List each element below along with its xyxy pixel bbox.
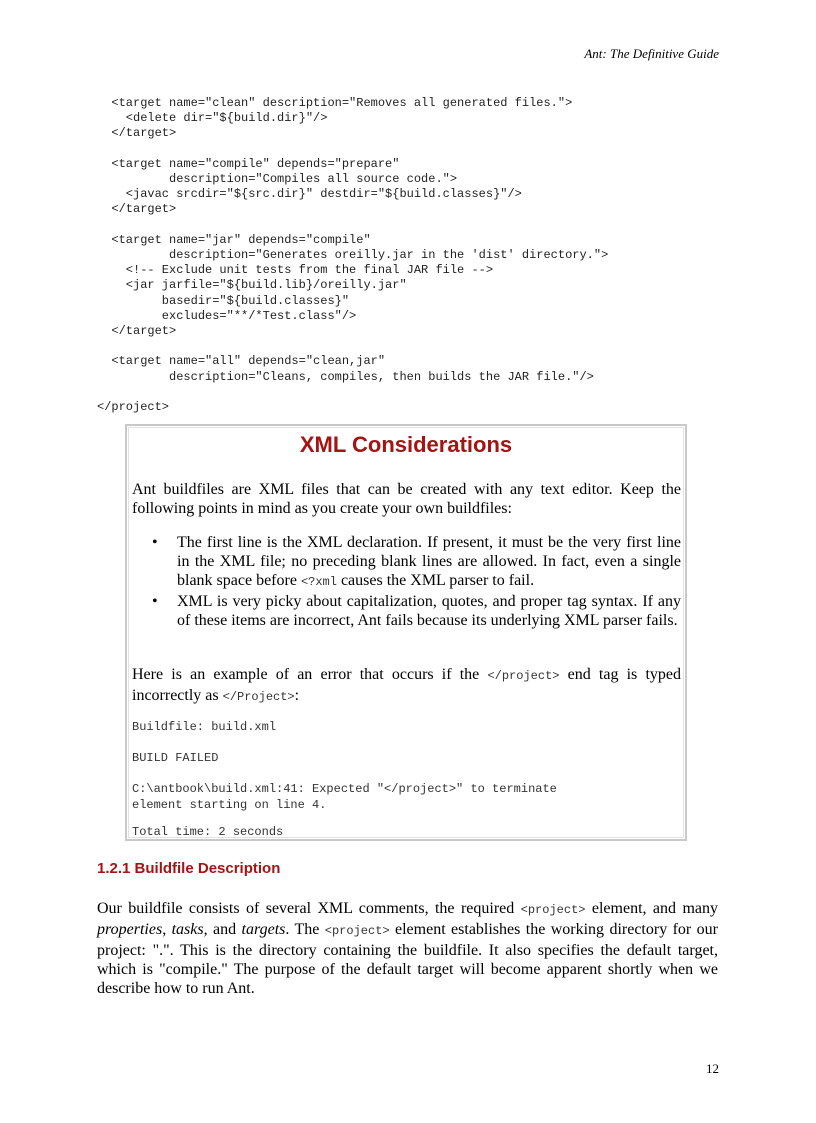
inline-code: <project> [520, 903, 586, 917]
list-item [152, 592, 681, 630]
inline-code: <project> [324, 924, 390, 938]
code-line: <target name="all" depends="clean,jar" [97, 354, 386, 369]
page-number: 12 [706, 1061, 719, 1076]
code-line: <!-- Exclude unit tests from the final JAR file --> [97, 263, 494, 278]
code-line: description="Compiles all source code."> [97, 172, 458, 187]
bullet-text: The first line is the XML declaration. If present, it must be the very first line in the XML file; no preceding blank lines are allowed. In fact, even a single blank space before [177, 534, 681, 589]
code-line: </project> [97, 400, 170, 415]
output-build-failed-line: BUILD FAILED [132, 751, 219, 765]
sidebar-bullet-list [152, 533, 681, 630]
code-line: <delete dir="${build.dir}"/> [97, 111, 328, 126]
code-line: description="Cleans, compiles, then builds the JAR file."/> [97, 369, 594, 384]
output-error-line: C:\antbook\build.xml:41: Expected "</project>" to terminate element starting on line 4. [132, 782, 557, 812]
list-item [152, 533, 681, 592]
code-line: <jar jarfile="${build.lib}/oreilly.jar" [97, 278, 407, 293]
bullet-icon: • [152, 593, 158, 610]
body-paragraph [97, 899, 718, 998]
output-total-time-line: Total time: 2 seconds [132, 825, 284, 839]
code-line: <target name="jar" depends="compile" [97, 232, 371, 247]
emphasis-tasks: tasks [171, 921, 204, 938]
sidebar-title: XML Considerations [299, 432, 513, 457]
emphasis-targets: targets [241, 921, 286, 938]
emphasis-properties: properties [97, 921, 163, 938]
code-line: </target> [97, 202, 177, 217]
sidebar-error-paragraph [132, 665, 681, 707]
code-line: excludes="**/*Test.class"/> [97, 308, 357, 323]
inline-code: </Project> [222, 690, 295, 704]
running-header: Ant: The Definitive Guide [584, 46, 719, 61]
code-line: </target> [97, 324, 177, 339]
code-line: description="Generates oreilly.jar in the 'dist' directory."> [97, 248, 609, 263]
text-run: , and [203, 921, 242, 938]
sidebar-intro: Ant buildfiles are XML files that can be created with any text editor. Keep the following points in mind as you create your own buildfiles: [132, 481, 681, 517]
text-run: end tag is typed incorrectly as [132, 666, 681, 704]
code-line: <target name="clean" description="Removes all generated files."> [97, 96, 573, 110]
sidebar-inner-border [128, 427, 684, 838]
inline-code: </project> [487, 669, 560, 683]
bullet-icon: • [152, 534, 158, 551]
sidebar-box [125, 424, 687, 841]
section-heading: 1.2.1 Buildfile Description [97, 860, 281, 877]
text-run: Our buildfile consists of several XML comments, the required [97, 900, 521, 917]
inline-code: <?xml [300, 575, 337, 589]
text-run: element, and many [585, 900, 718, 917]
text-run: Here is an example of an error that occurs if the [132, 666, 488, 683]
bullet-text: XML is very picky about capitalization, quotes, and proper tag syntax. If any of these items are incorrect, Ant fails because its underlying XML parser fails. [177, 593, 681, 629]
code-listing [97, 96, 608, 415]
text-run: . The [285, 921, 325, 938]
code-line: <javac srcdir="${src.dir}" destdir="${build.classes}"/> [97, 187, 522, 202]
code-line: <target name="compile" depends="prepare" [97, 156, 400, 171]
bullet-text: causes the XML parser to fail. [336, 572, 535, 589]
code-line: basedir="${build.classes}" [97, 293, 350, 308]
text-run: , [162, 921, 172, 938]
text-run: : [294, 687, 300, 704]
text-run: element establishes the working directory for our project: ".". This is the directory containing the buildfile. It also specifies the default target, which is "compile." The purpose of the default target will become apparent shortly when we describe how to run Ant. [97, 921, 718, 997]
output-buildfile-line: Buildfile: build.xml [132, 720, 277, 734]
code-line: </target> [97, 126, 177, 141]
